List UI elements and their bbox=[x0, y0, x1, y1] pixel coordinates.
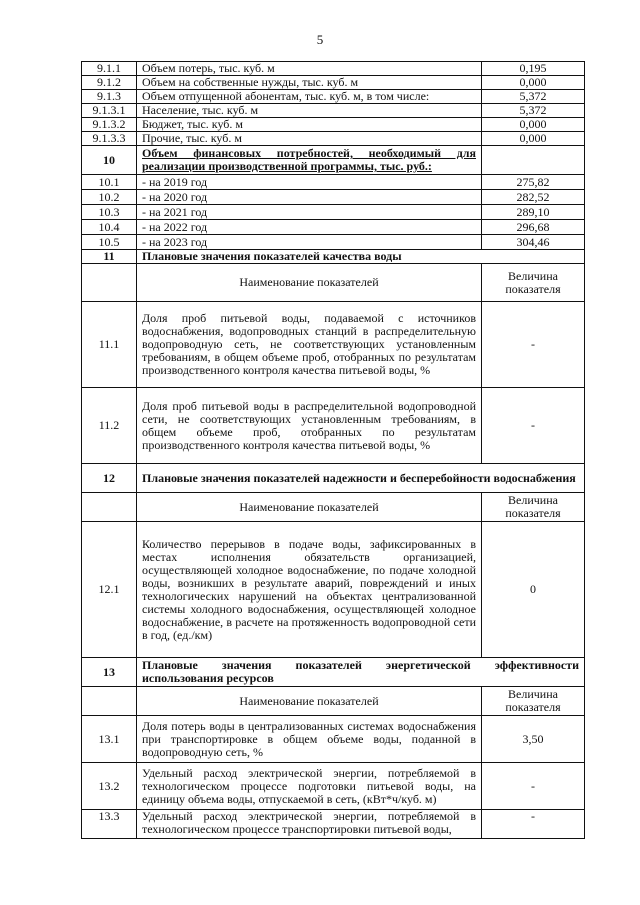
row-number: 10.3 bbox=[82, 205, 137, 220]
column-header-row bbox=[82, 264, 585, 302]
row-number: 13.1 bbox=[82, 716, 137, 763]
row-value: 0,195 bbox=[482, 62, 585, 76]
row-description: - на 2023 год bbox=[137, 235, 482, 250]
section-number: 12 bbox=[82, 464, 137, 493]
row-description: Бюджет, тыс. куб. м bbox=[137, 118, 482, 132]
section-number: 10 bbox=[82, 146, 137, 175]
table-row bbox=[82, 175, 585, 190]
table-row bbox=[82, 235, 585, 250]
row-number: 13.3 bbox=[82, 810, 137, 839]
row-value: 275,82 bbox=[482, 175, 585, 190]
empty-cell bbox=[482, 146, 585, 175]
row-number: 11.2 bbox=[82, 388, 137, 464]
section-10-header bbox=[82, 146, 585, 175]
row-value: 5,372 bbox=[482, 90, 585, 104]
row-description: - на 2022 год bbox=[137, 220, 482, 235]
empty-cell bbox=[82, 264, 137, 302]
row-description: Прочие, тыс. куб. м bbox=[137, 132, 482, 146]
table-row bbox=[82, 62, 585, 76]
row-number: 12.1 bbox=[82, 522, 137, 658]
row-number: 9.1.3 bbox=[82, 90, 137, 104]
row-number: 10.1 bbox=[82, 175, 137, 190]
table-row bbox=[82, 118, 585, 132]
row-number: 10.5 bbox=[82, 235, 137, 250]
column-header-row bbox=[82, 493, 585, 522]
column-header-value: Величина показателя bbox=[482, 687, 585, 716]
table-row bbox=[82, 132, 585, 146]
column-header-name: Наименование показателей bbox=[137, 264, 482, 302]
empty-cell bbox=[82, 687, 137, 716]
row-value: 0,000 bbox=[482, 118, 585, 132]
column-header-name: Наименование показателей bbox=[137, 493, 482, 522]
table-row bbox=[82, 810, 585, 839]
table-row bbox=[82, 388, 585, 464]
row-description: Удельный расход электрической энергии, потребляемой в технологическом процессе подготовки питьевой воды, на единицу объема воды, отпускаемой в сеть, (кВт*ч/куб. м) bbox=[137, 763, 482, 810]
table-row bbox=[82, 716, 585, 763]
row-description: - на 2020 год bbox=[137, 190, 482, 205]
table-row bbox=[82, 220, 585, 235]
row-value: - bbox=[482, 388, 585, 464]
section-title: Объем финансовых потребностей, необходимый для реализации производственной программы, тыс. руб.: bbox=[137, 146, 482, 175]
row-description: Объем на собственные нужды, тыс. куб. м bbox=[137, 76, 482, 90]
table-row bbox=[82, 205, 585, 220]
row-value: 0,000 bbox=[482, 76, 585, 90]
row-description: Доля проб питьевой воды, подаваемой с источников водоснабжения, водопроводных станций в распределительную водопроводную сеть, не соответствующих установленным требованиям, в общем объеме проб, отобранных по результатам производственного контроля качества питьевой воды, % bbox=[137, 302, 482, 388]
row-value: 304,46 bbox=[482, 235, 585, 250]
page-number: 5 bbox=[316, 32, 324, 47]
section-title: Плановые значения показателей энергетической эффективности использования ресурсов bbox=[137, 658, 585, 687]
row-value: - bbox=[482, 763, 585, 810]
row-description: - на 2021 год bbox=[137, 205, 482, 220]
table-row bbox=[82, 522, 585, 658]
row-number: 9.1.3.1 bbox=[82, 104, 137, 118]
row-number: 11.1 bbox=[82, 302, 137, 388]
row-description: Объем отпущенной абонентам, тыс. куб. м, в том числе: bbox=[137, 90, 482, 104]
row-description: Население, тыс. куб. м bbox=[137, 104, 482, 118]
column-header-value: Величина показателя bbox=[482, 264, 585, 302]
table-row bbox=[82, 104, 585, 118]
table-row bbox=[82, 190, 585, 205]
table-row bbox=[82, 763, 585, 810]
row-value: 289,10 bbox=[482, 205, 585, 220]
row-description: Удельный расход электрической энергии, потребляемой в технологическом процессе транспортировки питьевой воды, bbox=[137, 810, 482, 839]
row-value: 0,000 bbox=[482, 132, 585, 146]
table-row bbox=[82, 76, 585, 90]
column-header-name: Наименование показателей bbox=[137, 687, 482, 716]
row-description: Доля проб питьевой воды в распределительной водопроводной сети, не соответствующих установленным требованиям, в общем объеме проб, отобранных по результатам производственного контроля качества питьевой воды, % bbox=[137, 388, 482, 464]
section-number: 11 bbox=[82, 250, 137, 264]
column-header-value: Величина показателя bbox=[482, 493, 585, 522]
section-title: Плановые значения показателей качества воды bbox=[137, 250, 585, 264]
column-header-row bbox=[82, 687, 585, 716]
row-value: 3,50 bbox=[482, 716, 585, 763]
row-value: - bbox=[482, 302, 585, 388]
row-description: Объем потерь, тыс. куб. м bbox=[137, 62, 482, 76]
row-number: 9.1.3.3 bbox=[82, 132, 137, 146]
row-value: - bbox=[482, 810, 585, 839]
section-13-header bbox=[82, 658, 585, 687]
table-row bbox=[82, 302, 585, 388]
row-value: 5,372 bbox=[482, 104, 585, 118]
empty-cell bbox=[82, 493, 137, 522]
row-number: 9.1.1 bbox=[82, 62, 137, 76]
section-11-header bbox=[82, 250, 585, 264]
row-description: - на 2019 год bbox=[137, 175, 482, 190]
row-description: Количество перерывов в подаче воды, зафиксированных в местах исполнения обязательств организацией, осуществляющей холодное водоснабжение, по подаче холодной воды, возникших в результате аварий, повреждений и иных технологических нарушений на объектах централизованной системы холодного водоснабжения, осуществляющей холодное водоснабжение, в расчете на протяженность водопроводной сети в год, (ед./км) bbox=[137, 522, 482, 658]
row-number: 13.2 bbox=[82, 763, 137, 810]
table-row bbox=[82, 90, 585, 104]
row-number: 10.2 bbox=[82, 190, 137, 205]
row-value: 0 bbox=[482, 522, 585, 658]
row-number: 10.4 bbox=[82, 220, 137, 235]
section-title: Плановые значения показателей надежности и бесперебойности водоснабжения bbox=[137, 464, 585, 493]
row-number: 9.1.2 bbox=[82, 76, 137, 90]
row-number: 9.1.3.2 bbox=[82, 118, 137, 132]
section-12-header bbox=[82, 464, 585, 493]
row-value: 282,52 bbox=[482, 190, 585, 205]
row-value: 296,68 bbox=[482, 220, 585, 235]
section-number: 13 bbox=[82, 658, 137, 687]
program-indicators-table bbox=[81, 61, 585, 839]
row-description: Доля потерь воды в централизованных системах водоснабжения при транспортировке в общем объеме воды, поданной в водопроводную сеть, % bbox=[137, 716, 482, 763]
